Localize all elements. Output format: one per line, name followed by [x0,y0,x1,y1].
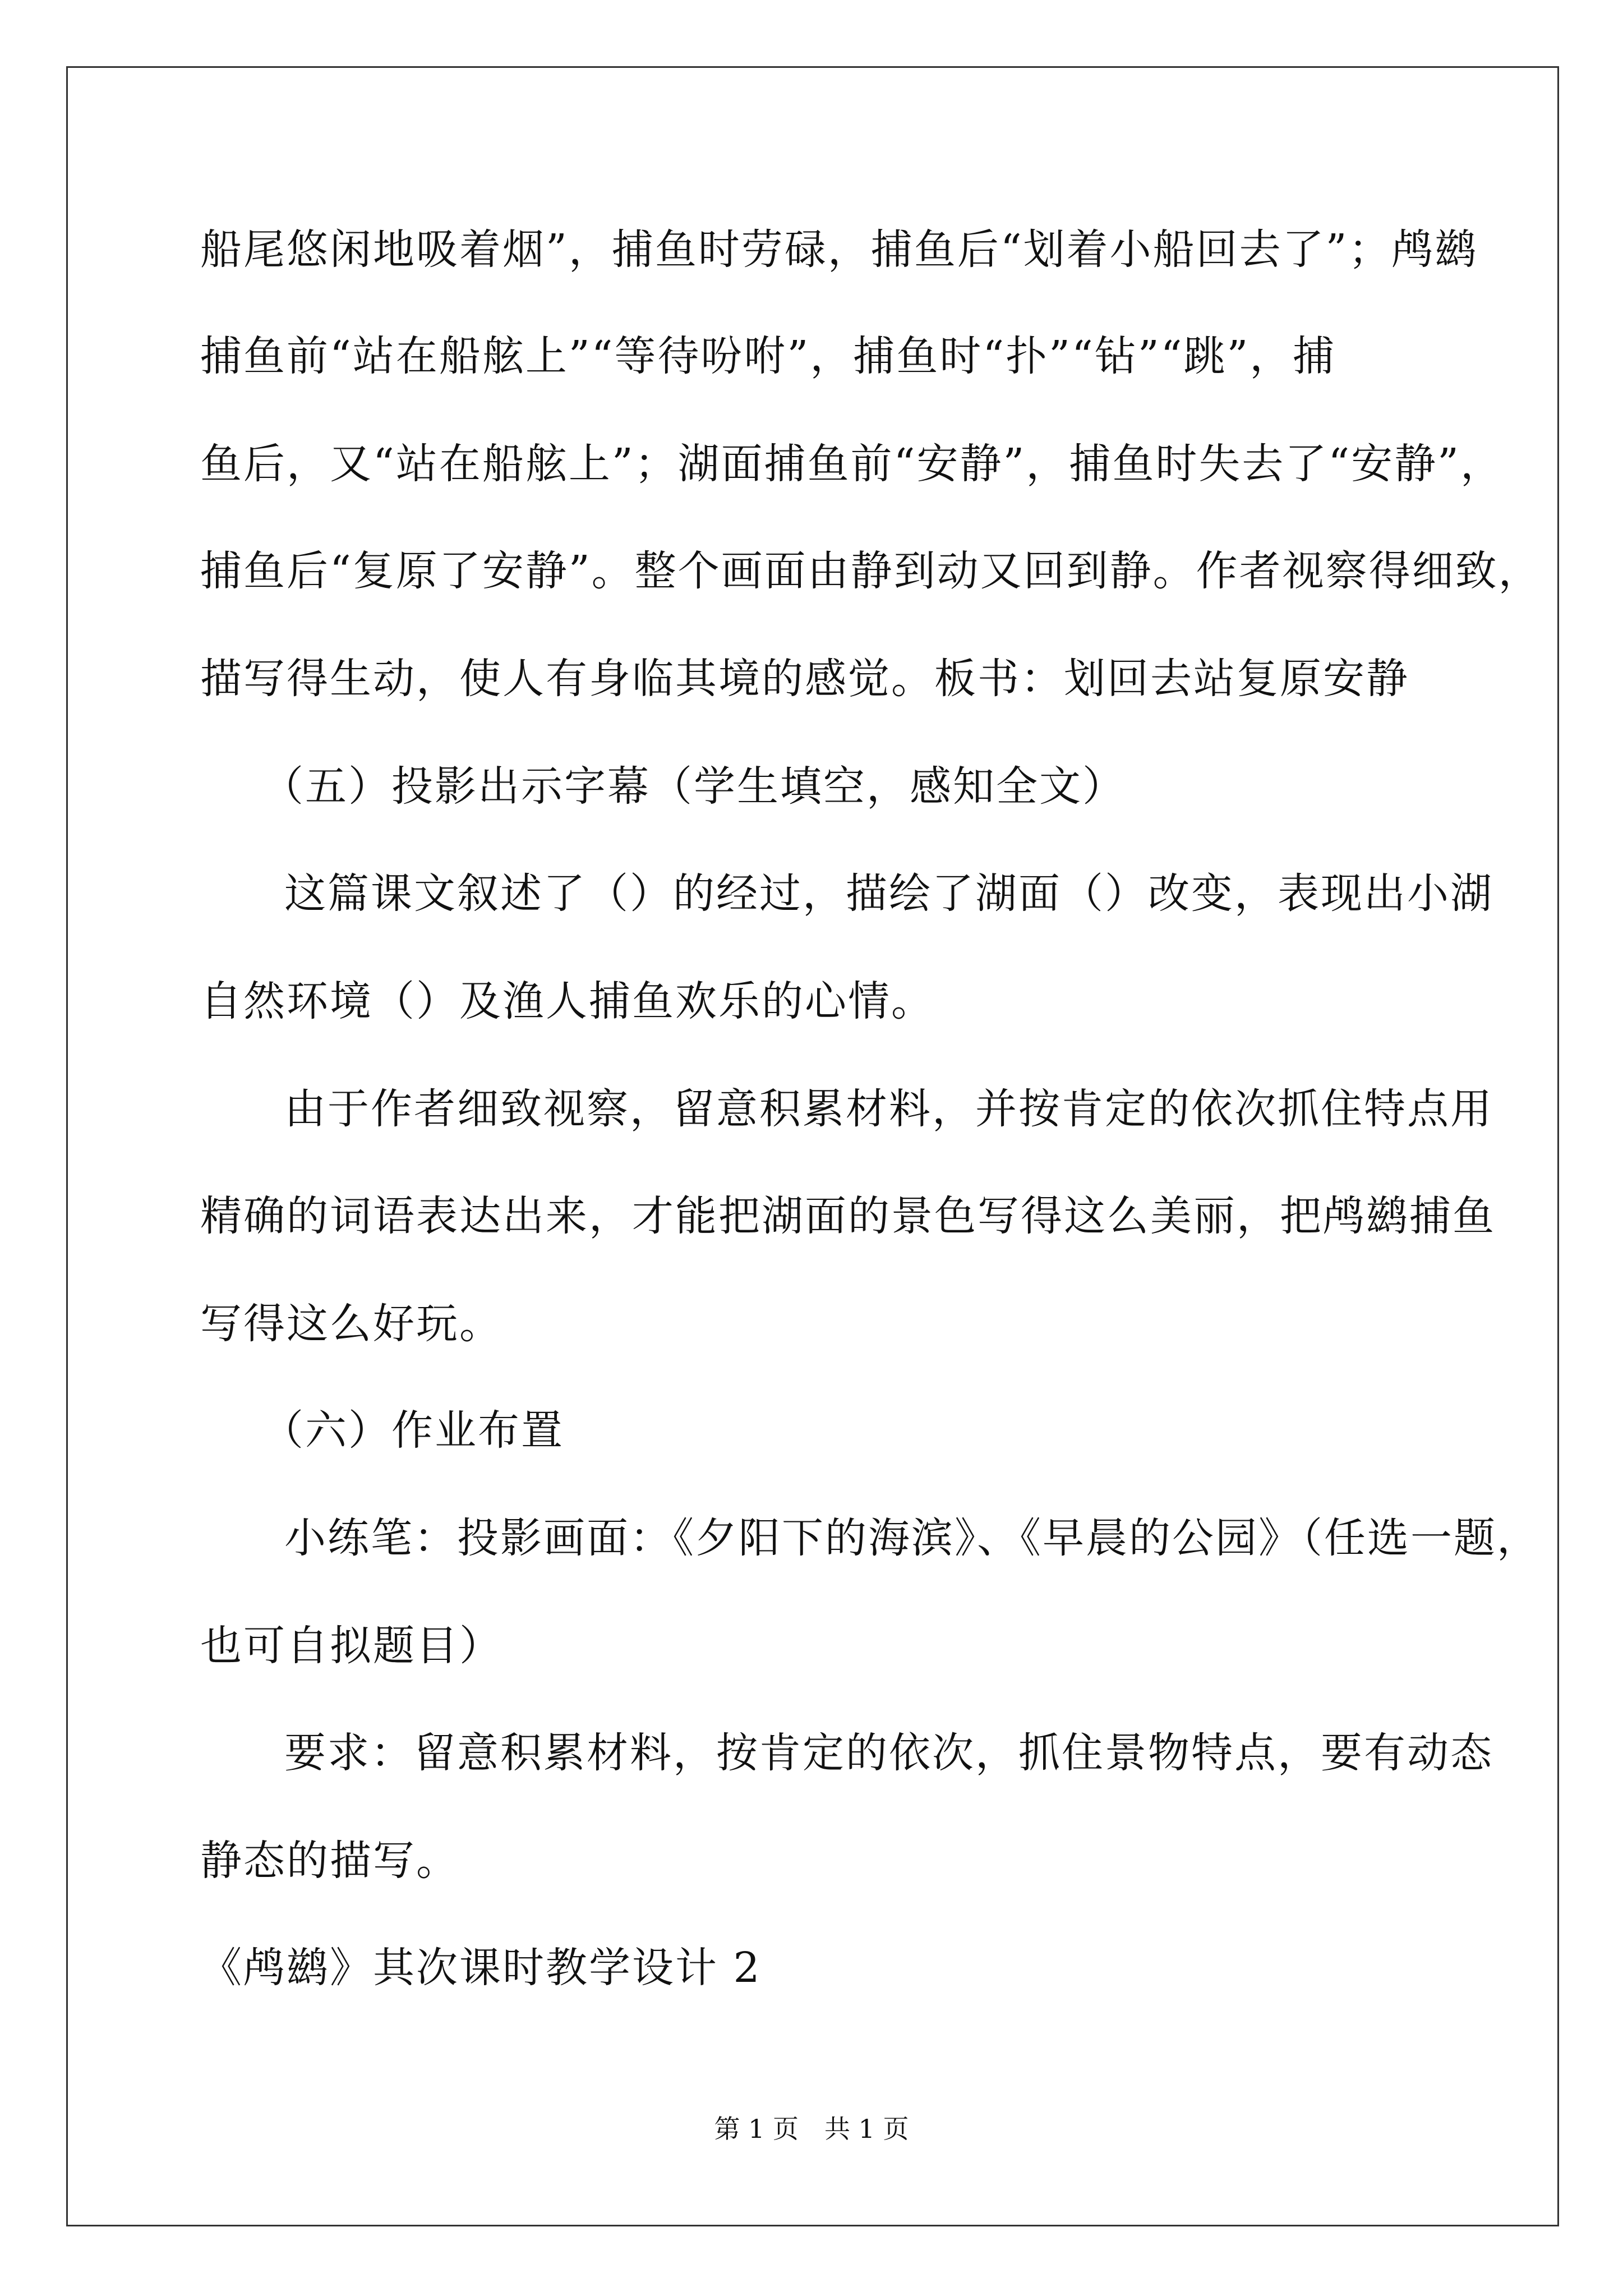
paragraph-line: 捕鱼后“复原了安静”。整个画面由静到动又回到静。作者视察得细致， [200,547,1542,595]
document-title: 《鸬鹚》其次课时教学设计 2 [200,1944,762,1992]
paragraph-line: 船尾悠闲地吸着烟”，捕鱼时劳碌，捕鱼后“划着小船回去了”；鸬鹚 [200,226,1478,274]
paragraph-line: 要求：留意积累材料，按肯定的依次，抓住景物特点，要有动态 [284,1729,1493,1777]
section-heading: （五）投影出示字幕（学生填空，感知全文） [262,762,1126,811]
paragraph-line: 鱼后，又“站在船舷上”；湖面捕鱼前“安静”，捕鱼时失去了“安静”， [200,440,1504,488]
paragraph-line: 这篇课文叙述了（）的经过，描绘了湖面（）改变，表现出小湖 [284,869,1493,918]
paragraph-line: 也可自拟题目） [200,1622,502,1670]
paragraph-line: 写得这么好玩。 [200,1300,502,1348]
paragraph-line: 精确的词语表达出来，才能把湖面的景色写得这么美丽，把鸬鹚捕鱼 [200,1192,1496,1240]
page-footer: 第 1 页 共 1 页 [714,2114,909,2144]
page-border [66,66,1559,2226]
paragraph-line: 由于作者细致视察，留意积累材料，并按肯定的依次抓住特点用 [284,1085,1493,1133]
section-heading: （六）作业布置 [262,1406,564,1455]
paragraph-line: 描写得生动，使人有身临其境的感觉。板书：划回去站复原安静 [200,655,1409,703]
paragraph-line: 小练笔：投影画面：《夕阳下的海滨》、《早晨的公园》（任选一题， [284,1514,1540,1562]
paragraph-line: 静态的描写。 [200,1837,459,1885]
paragraph-line: 捕鱼前“站在船舷上”“等待吩咐”，捕鱼时“扑”“钻”“跳”，捕 [200,332,1336,380]
paragraph-line: 自然环境（）及渔人捕鱼欢乐的心情。 [200,977,934,1025]
